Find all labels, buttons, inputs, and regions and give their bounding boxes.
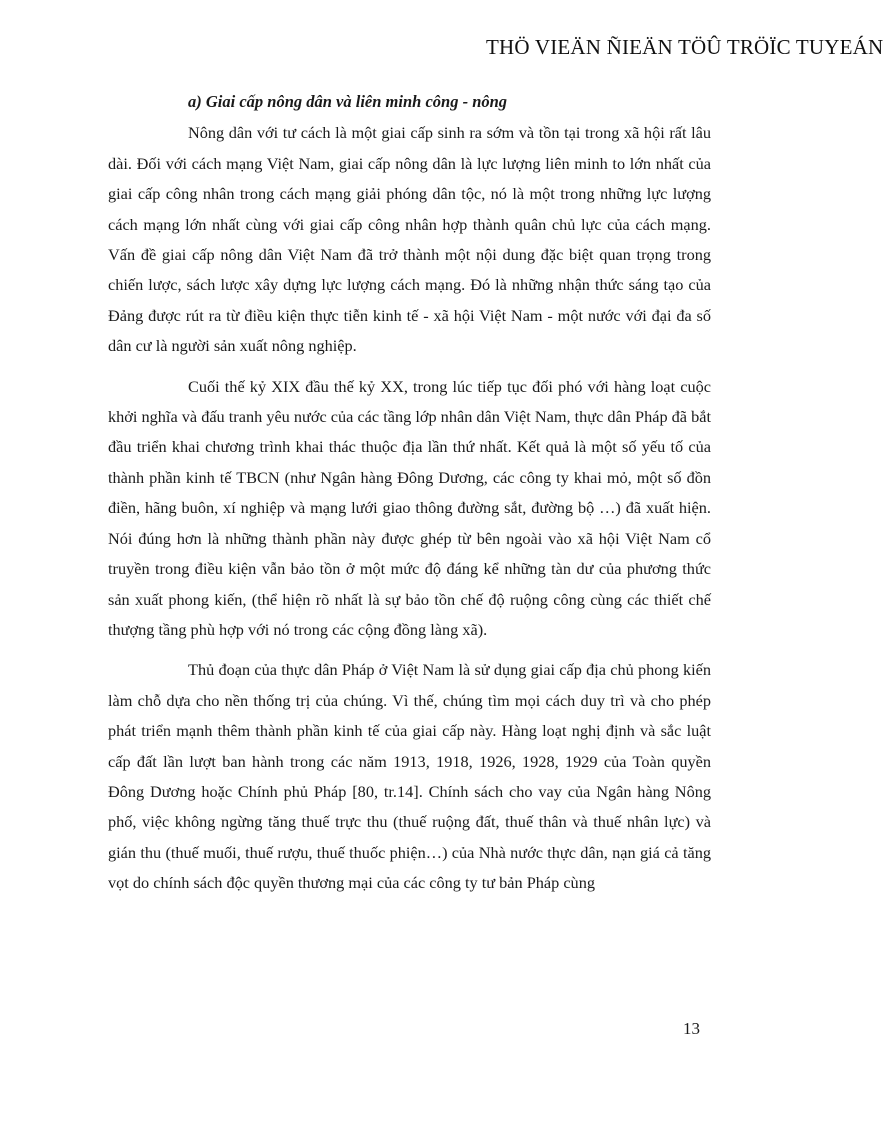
paragraph-3: Thủ đoạn của thực dân Pháp ở Việt Nam là sử dụng giai cấp địa chủ phong kiến làm chỗ dựa cho nền thống trị của chúng. Vì thế, chúng tìm mọi cách duy trì và cho phép phát triển mạnh thêm thành phần kinh tế của giai cấp này. Hàng loạt nghị định và sắc luật cấp đất lần lượt ban hành trong các năm 1913, 1918, 1926, 1928, 1929 của Toàn quyền Đông Dương hoặc Chính phủ Pháp [80, tr.14]. Chính sách cho vay của Ngân hàng Nông phố, việc không ngừng tăng thuế trực thu (thuế ruộng đất, thuế thân và thuế nhân lực) và gián thu (thuế muối, thuế rượu, thuế thuốc phiện…) của Nhà nước thực dân, nạn giá cả tăng vọt do chính sách độc quyền thương mại của các công ty tư bản Pháp cùng [108,660,711,893]
paragraph-2: Cuối thế kỷ XIX đầu thế kỷ XX, trong lúc tiếp tục đối phó với hàng loạt cuộc khởi nghĩa và đấu tranh yêu nước của các tầng lớp nhân dân Việt Nam, thực dân Pháp đã bắt đầu triển khai chương trình khai thác thuộc địa lần thứ nhất. Kết quả là một số yếu tố của thành phần kinh tế TBCN (như Ngân hàng Đông Dương, các công ty khai mỏ, một số đồn điền, hãng buôn, xí nghiệp và mạng lưới giao thông đường sắt, đường bộ …) đã xuất hiện. Nói đúng hơn là những thành phần này được ghép từ bên ngoài vào xã hội Việt Nam cổ truyền trong điều kiện vẫn bảo tồn ở một mức độ đáng kể những tàn dư của phương thức sản xuất phong kiến, (thể hiện rõ nhất là sự bảo tồn chế độ ruộng công cùng các thiết chế thượng tầng phù hợp với nó trong các cộng đồng làng xã). [108,376,711,639]
document-body [108,87,711,909]
paragraph-1: Nông dân với tư cách là một giai cấp sinh ra sớm và tồn tại trong xã hội rất lâu dài. Đối với cách mạng Việt Nam, giai cấp nông dân là lực lượng liên minh to lớn nhất của giai cấp công nhân trong cách mạng giải phóng dân tộc, nó là một trong những lực lượng cách mạng lớn nhất cùng với giai cấp công nhân hợp thành quân chủ lực của cách mạng. Vấn đề giai cấp nông dân Việt Nam đã trở thành một nội dung đặc biệt quan trọng trong chiến lược, sách lược xây dựng lực lượng cách mạng. Đó là những nhận thức sáng tạo của Đảng được rút ra từ điều kiện thực tiễn kinh tế - xã hội Việt Nam - một nước với đại đa số dân cư là người sản xuất nông nghiệp. [108,123,711,356]
page-header-title: THÖ VIEÄN ÑIEÄN TÖÛ TRÖÏC TUYEÁN [486,35,883,59]
section-heading: a) Giai cấp nông dân và liên minh công - nông [188,92,508,111]
page-number: 13 [683,1019,700,1038]
